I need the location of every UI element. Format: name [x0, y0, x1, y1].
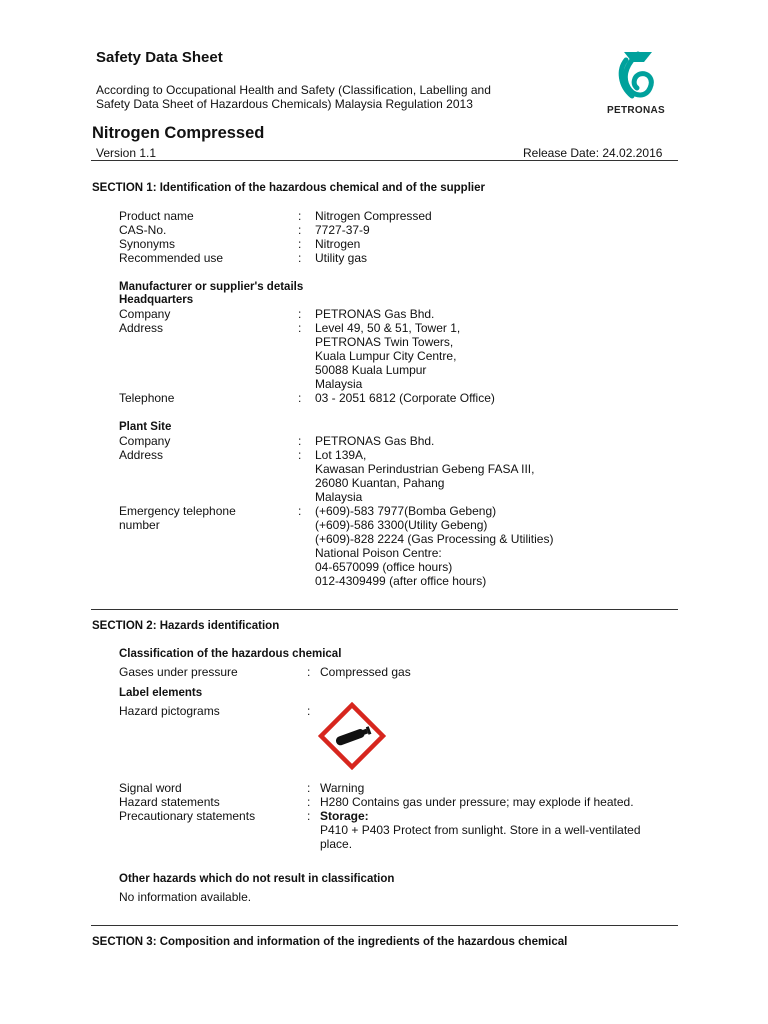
petronas-logo-icon [604, 46, 672, 102]
section-divider [91, 925, 678, 926]
hq-telephone-label: Telephone [119, 391, 175, 405]
plant-address-label: Address [119, 448, 164, 462]
section2-heading: SECTION 2: Hazards identification [92, 620, 280, 632]
emergency-phone-line: (+609)-583 7977(Bomba Gebeng) [315, 504, 497, 518]
hq-company-value: PETRONAS Gas Bhd. [315, 307, 435, 321]
product-name-value: Nitrogen Compressed [315, 209, 432, 223]
signal-word-value: Warning [320, 781, 365, 795]
emergency-phone-line: (+609)-586 3300(Utility Gebeng) [315, 518, 488, 532]
plant-address-line: 26080 Kuantan, Pahang [315, 476, 445, 490]
emergency-label-cont: number [119, 518, 160, 532]
hq-address-line: 50088 Kuala Lumpur [315, 363, 427, 377]
hq-company-label: Company [119, 307, 171, 321]
sheet-title: Safety Data Sheet [96, 49, 223, 66]
plant-address-line: Lot 139A, [315, 448, 367, 462]
emergency-phone-line: (+609)-828 2224 (Gas Processing & Utilities) [315, 532, 554, 546]
other-hazards-value: No information available. [119, 890, 252, 904]
plant-company-value: PETRONAS Gas Bhd. [315, 434, 435, 448]
emergency-label: Emergency telephone [119, 504, 236, 518]
petronas-logo [604, 46, 672, 120]
plant-address-line: Malaysia [315, 490, 363, 504]
hq-address-line: Level 49, 50 & 51, Tower 1, [315, 321, 461, 335]
recommended-use-label: Recommended use [119, 251, 224, 265]
hq-address-line: Kuala Lumpur City Centre, [315, 349, 457, 363]
header-divider [91, 160, 678, 161]
hq-address-label: Address [119, 321, 164, 335]
version: Version 1.1 [96, 146, 157, 160]
storage-heading: Storage: [320, 809, 369, 823]
manufacturer-heading: Manufacturer or supplier's details [119, 281, 304, 293]
product-title: Nitrogen Compressed [92, 124, 265, 142]
hazard-statements-value: H280 Contains gas under pressure; may explode if heated. [320, 795, 634, 809]
hazard-pictogram [318, 702, 386, 770]
emergency-phone-line: 012-4309499 (after office hours) [315, 574, 487, 588]
hazard-pictograms-label: Hazard pictograms [119, 704, 220, 718]
label-elements-heading: Label elements [119, 687, 203, 699]
cas-label: CAS-No. [119, 223, 167, 237]
emergency-phone-line: National Poison Centre: [315, 546, 442, 560]
hq-address-line: Malaysia [315, 377, 363, 391]
section1-heading: SECTION 1: Identification of the hazardous chemical and of the supplier [92, 182, 485, 194]
hq-address-line: PETRONAS Twin Towers, [315, 335, 454, 349]
synonyms-value: Nitrogen [315, 237, 361, 251]
precautionary-text: P410 + P403 Protect from sunlight. Store in a well-ventilated [320, 823, 641, 837]
plant-site-heading: Plant Site [119, 421, 172, 433]
emergency-phone-line: 04-6570099 (office hours) [315, 560, 453, 574]
classification-heading: Classification of the hazardous chemical [119, 648, 342, 660]
plant-company-label: Company [119, 434, 171, 448]
precautionary-label: Precautionary statements [119, 809, 256, 823]
logo-wordmark: PETRONAS [607, 105, 665, 116]
product-name-label: Product name [119, 209, 194, 223]
headquarters-heading: Headquarters [119, 294, 194, 306]
gas-cylinder-icon [318, 702, 386, 770]
classification-label: Gases under pressure [119, 665, 238, 679]
other-hazards-heading: Other hazards which do not result in classification [119, 873, 395, 885]
synonyms-label: Synonyms [119, 237, 176, 251]
plant-address-line: Kawasan Perindustrian Gebeng FASA III, [315, 462, 535, 476]
cas-value: 7727-37-9 [315, 223, 370, 237]
hazard-statements-label: Hazard statements [119, 795, 220, 809]
section-divider [91, 609, 678, 610]
regulation-line-1: According to Occupational Health and Safety (Classification, Labelling and [96, 83, 491, 97]
regulation-line-2: Safety Data Sheet of Hazardous Chemicals) Malaysia Regulation 2013 [96, 97, 473, 111]
classification-value: Compressed gas [320, 665, 411, 679]
release-date: Release Date: 24.02.2016 [523, 146, 663, 160]
signal-word-label: Signal word [119, 781, 182, 795]
precautionary-text-cont: place. [320, 837, 353, 851]
recommended-use-value: Utility gas [315, 251, 368, 265]
hq-telephone-value: 03 - 2051 6812 (Corporate Office) [315, 391, 495, 405]
section3-heading: SECTION 3: Composition and information of the ingredients of the hazardous chemical [92, 936, 568, 948]
